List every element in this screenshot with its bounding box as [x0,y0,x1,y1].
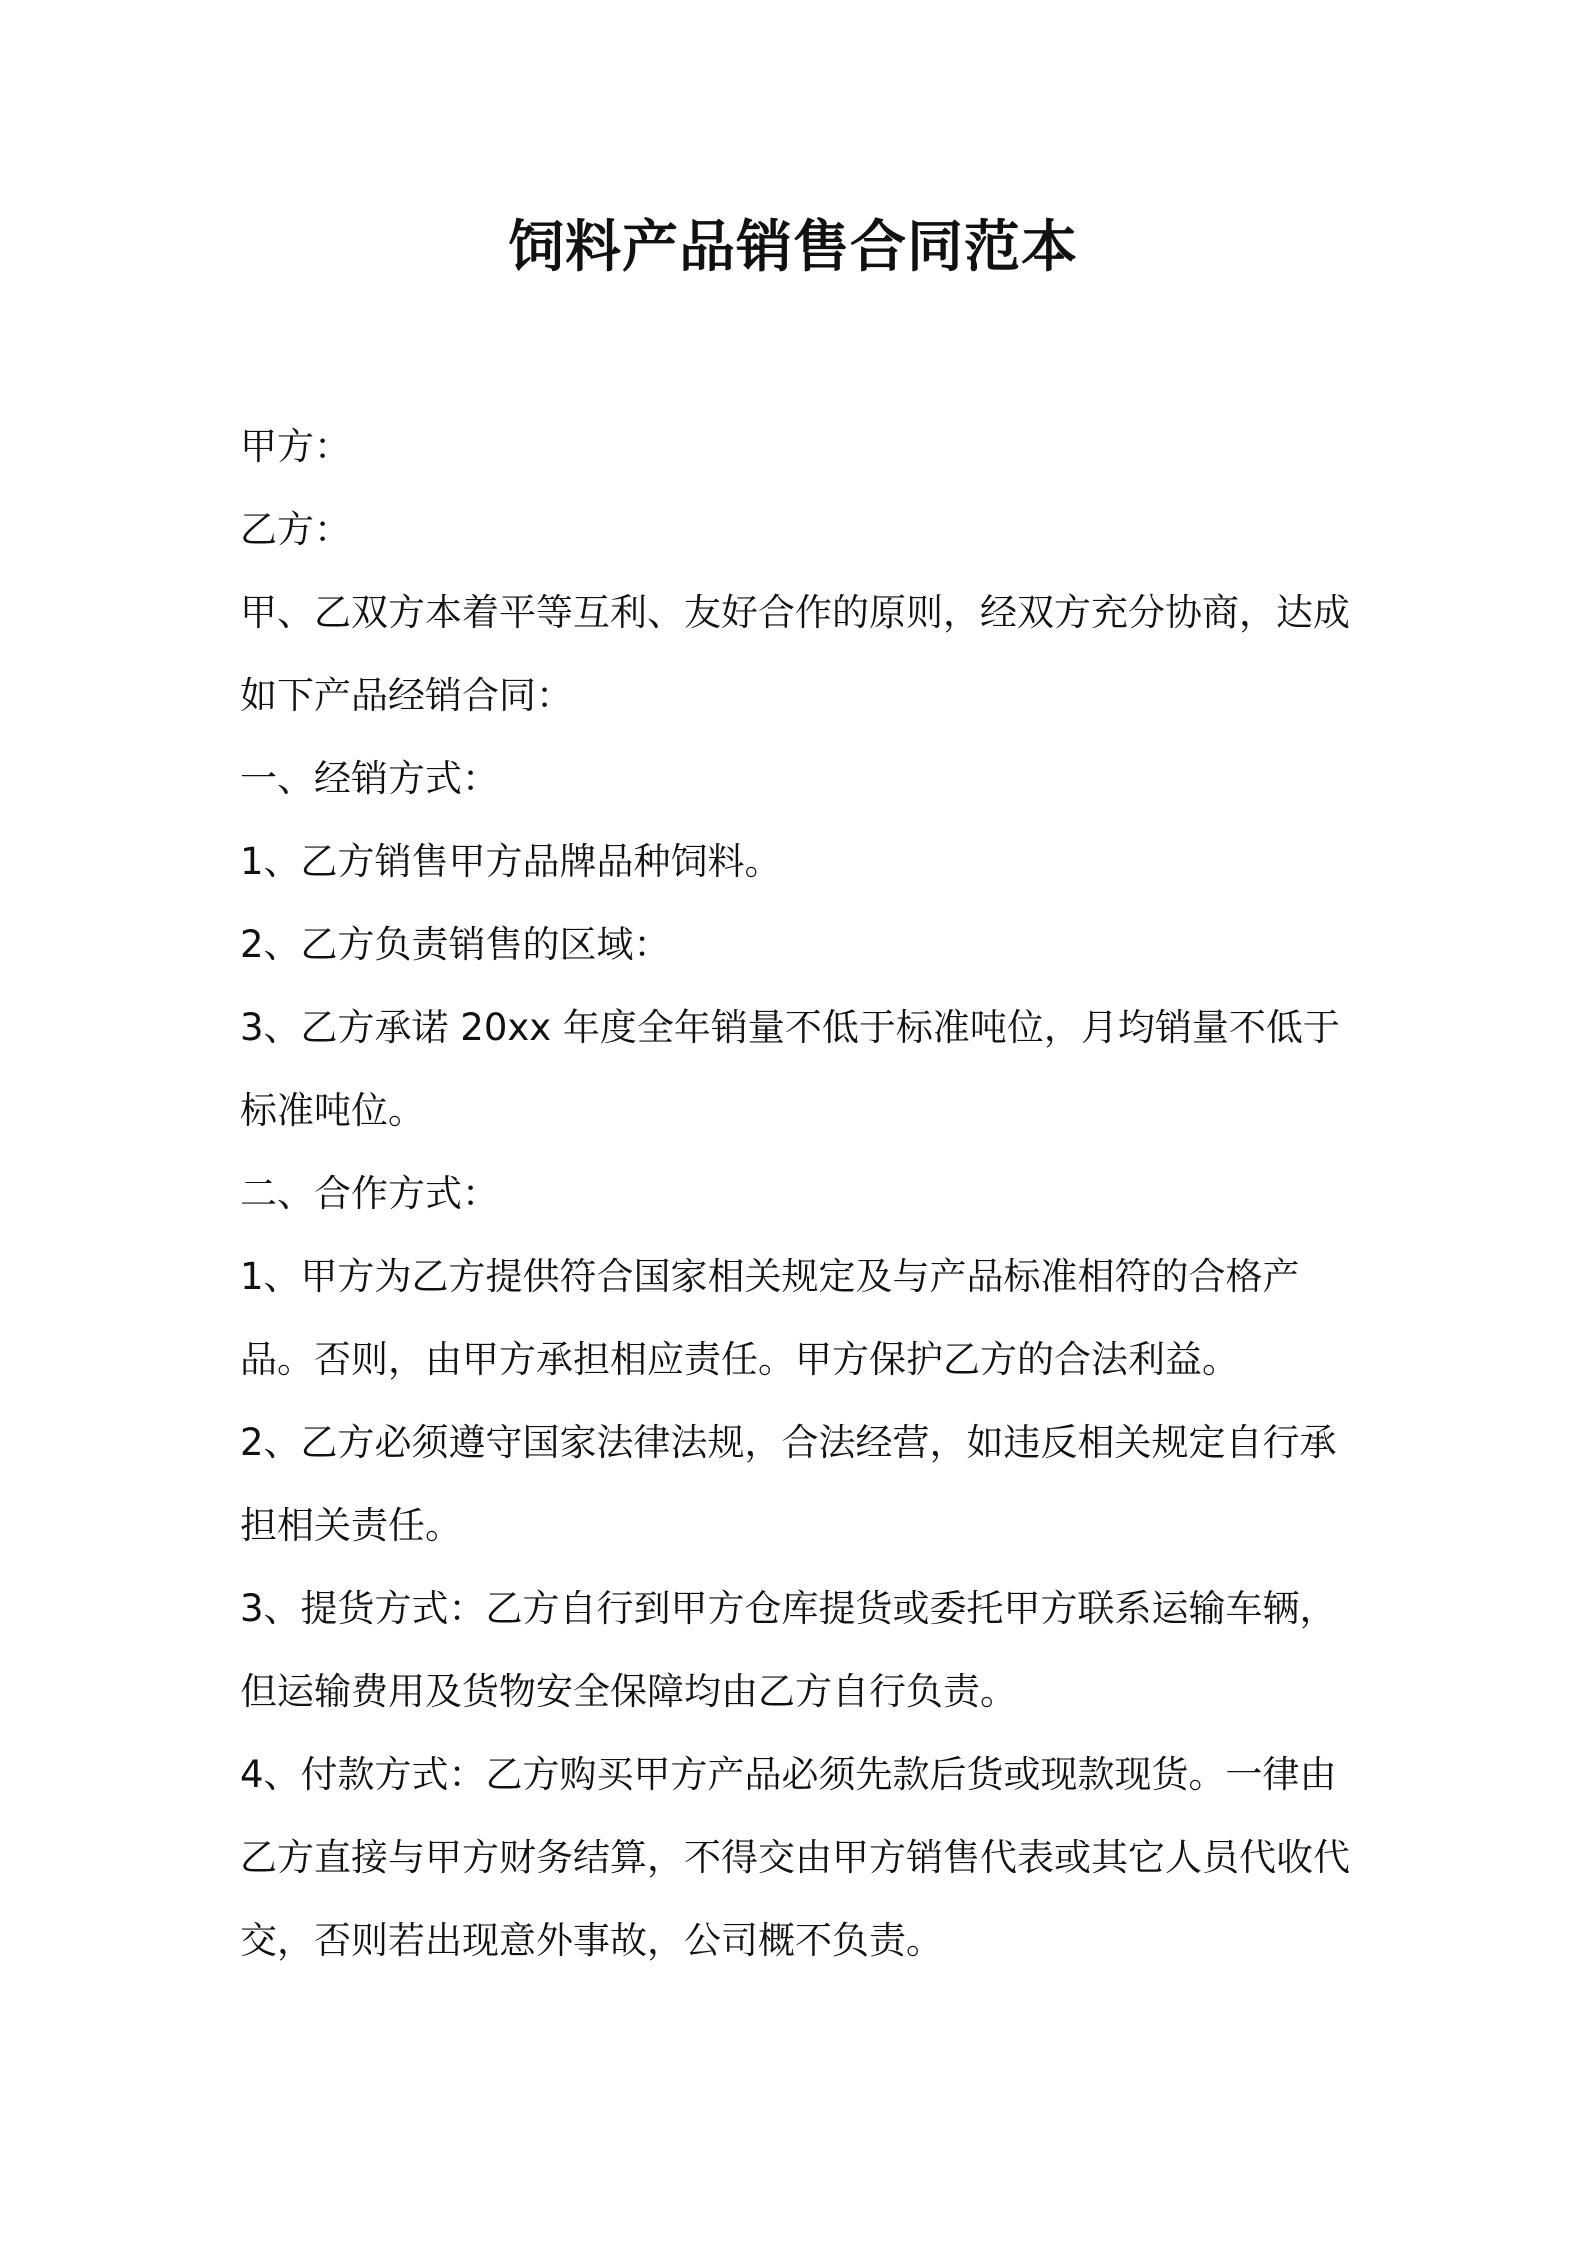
preamble-paragraph: 甲、乙双方本着平等互利、友好合作的原则，经双方充分协商，达成如下产品经销合同： [240,591,1350,717]
clause-2-4: 4、付款方式：乙方购买甲方产品必须先款后货或现款现货。一律由乙方直接与甲方财务结算，不得交由甲方销售代表或其它人员代收代交，否则若出现意外事故，公司概不负责。 [240,1753,1350,1962]
document-body [240,405,1370,1982]
clause-1-3: 3、乙方承诺 20xx 年度全年销量不低于标准吨位，月均销量不低于标准吨位。 [240,1006,1340,1132]
section-heading-distribution: 一、经销方式： [240,757,499,800]
party-b-line: 乙方： [240,508,351,551]
section-heading-cooperation: 二、合作方式： [240,1172,499,1215]
clause-2-2: 2、乙方必须遵守国家法律法规，合法经营，如违反相关规定自行承担相关责任。 [240,1421,1337,1547]
clause-1-1: 1、乙方销售甲方品牌品种饲料。 [240,840,782,883]
clause-1-2: 2、乙方负责销售的区域： [240,923,671,966]
document-title: 饲料产品销售合同范本 [508,215,1078,280]
party-a-line: 甲方： [240,425,351,468]
clause-2-1: 1、甲方为乙方提供符合国家相关规定及与产品标准相符的合格产品。否则，由甲方承担相应责任。甲方保护乙方的合法利益。 [240,1255,1300,1381]
clause-2-3: 3、提货方式：乙方自行到甲方仓库提货或委托甲方联系运输车辆，但运输费用及货物安全保障均由乙方自行负责。 [240,1587,1337,1713]
